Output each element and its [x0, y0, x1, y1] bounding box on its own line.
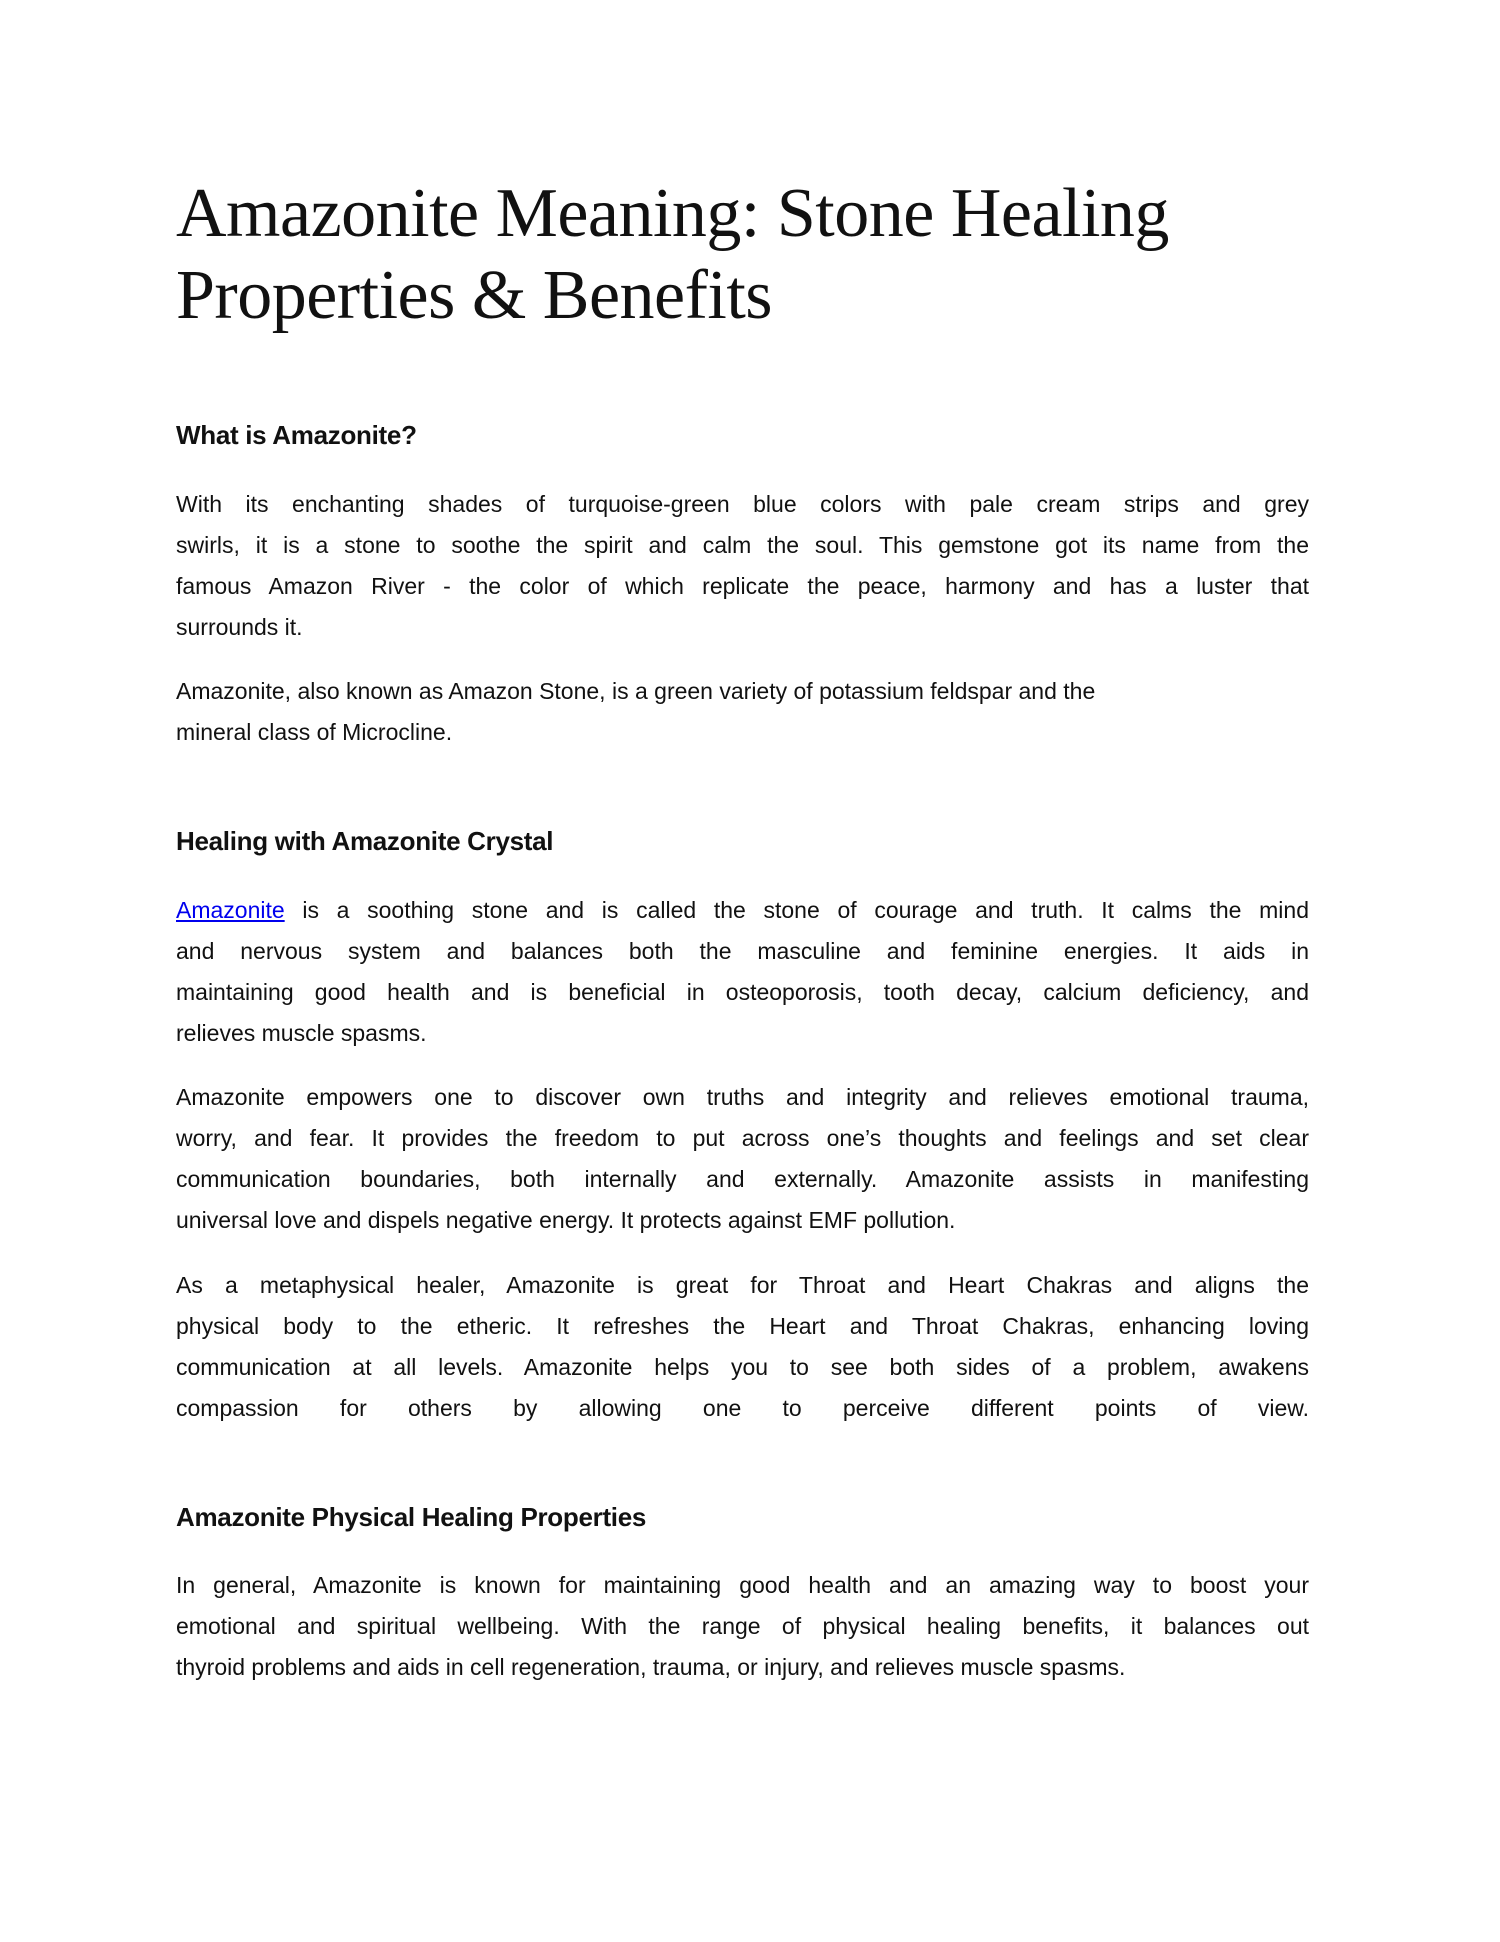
text-line: swirls, it is a stone to soothe the spirit and calm the soul. This gemstone got its name from the — [176, 532, 1309, 558]
page-title — [176, 173, 1309, 337]
heading-healing-with-amazonite: Healing with Amazonite Crystal — [176, 826, 554, 856]
heading-physical-healing: Amazonite Physical Healing Properties — [176, 1502, 647, 1532]
text-line: famous Amazon River - the color of which replicate the peace, harmony and has a luster that — [176, 573, 1309, 599]
text-line: compassion for others by allowing one to perceive different points of view. — [176, 1395, 1309, 1421]
paragraph — [176, 890, 1309, 1054]
text-line: maintaining good health and is beneficial in osteoporosis, tooth decay, calcium deficiency, and — [176, 979, 1309, 1005]
text-line: relieves muscle spasms. — [176, 1020, 427, 1046]
text-line — [176, 890, 1309, 931]
text-line: mineral class of Microcline. — [176, 719, 453, 745]
text-line: emotional and spiritual wellbeing. With the range of physical healing benefits, it balances out — [176, 1613, 1309, 1639]
text-line: surrounds it. — [176, 614, 303, 640]
title-line: Amazonite Meaning: Stone Healing — [176, 175, 1169, 252]
text-span: is a soothing stone and is called the stone of courage and truth. It calms the mind — [284, 897, 1309, 923]
paragraph — [176, 1565, 1309, 1688]
text-line: thyroid problems and aids in cell regeneration, trauma, or injury, and relieves muscle spasms. — [176, 1654, 1126, 1680]
paragraph — [176, 1077, 1309, 1241]
text-line: worry, and fear. It provides the freedom to put across one’s thoughts and feelings and set clear — [176, 1125, 1309, 1151]
heading-what-is-amazonite: What is Amazonite? — [176, 420, 417, 450]
text-line: In general, Amazonite is known for maintaining good health and an amazing way to boost your — [176, 1572, 1309, 1598]
text-line: and nervous system and balances both the masculine and feminine energies. It aids in — [176, 938, 1309, 964]
text-line: communication boundaries, both internally and externally. Amazonite assists in manifesting — [176, 1166, 1309, 1192]
text-line: Amazonite empowers one to discover own truths and integrity and relieves emotional trauma, — [176, 1084, 1309, 1110]
text-line: As a metaphysical healer, Amazonite is great for Throat and Heart Chakras and aligns the — [176, 1272, 1309, 1298]
paragraph — [176, 1265, 1309, 1429]
text-line: Amazonite, also known as Amazon Stone, is a green variety of potassium feldspar and the — [176, 678, 1096, 704]
text-line: communication at all levels. Amazonite helps you to see both sides of a problem, awakens — [176, 1354, 1309, 1380]
text-line: physical body to the etheric. It refreshes the Heart and Throat Chakras, enhancing loving — [176, 1313, 1309, 1339]
amazonite-link[interactable]: Amazonite — [176, 897, 285, 923]
paragraph — [176, 484, 1309, 648]
text-line: universal love and dispels negative energy. It protects against EMF pollution. — [176, 1207, 956, 1233]
text-line: With its enchanting shades of turquoise-green blue colors with pale cream strips and grey — [176, 491, 1309, 517]
paragraph — [176, 671, 1309, 753]
title-line: Properties & Benefits — [176, 257, 773, 334]
